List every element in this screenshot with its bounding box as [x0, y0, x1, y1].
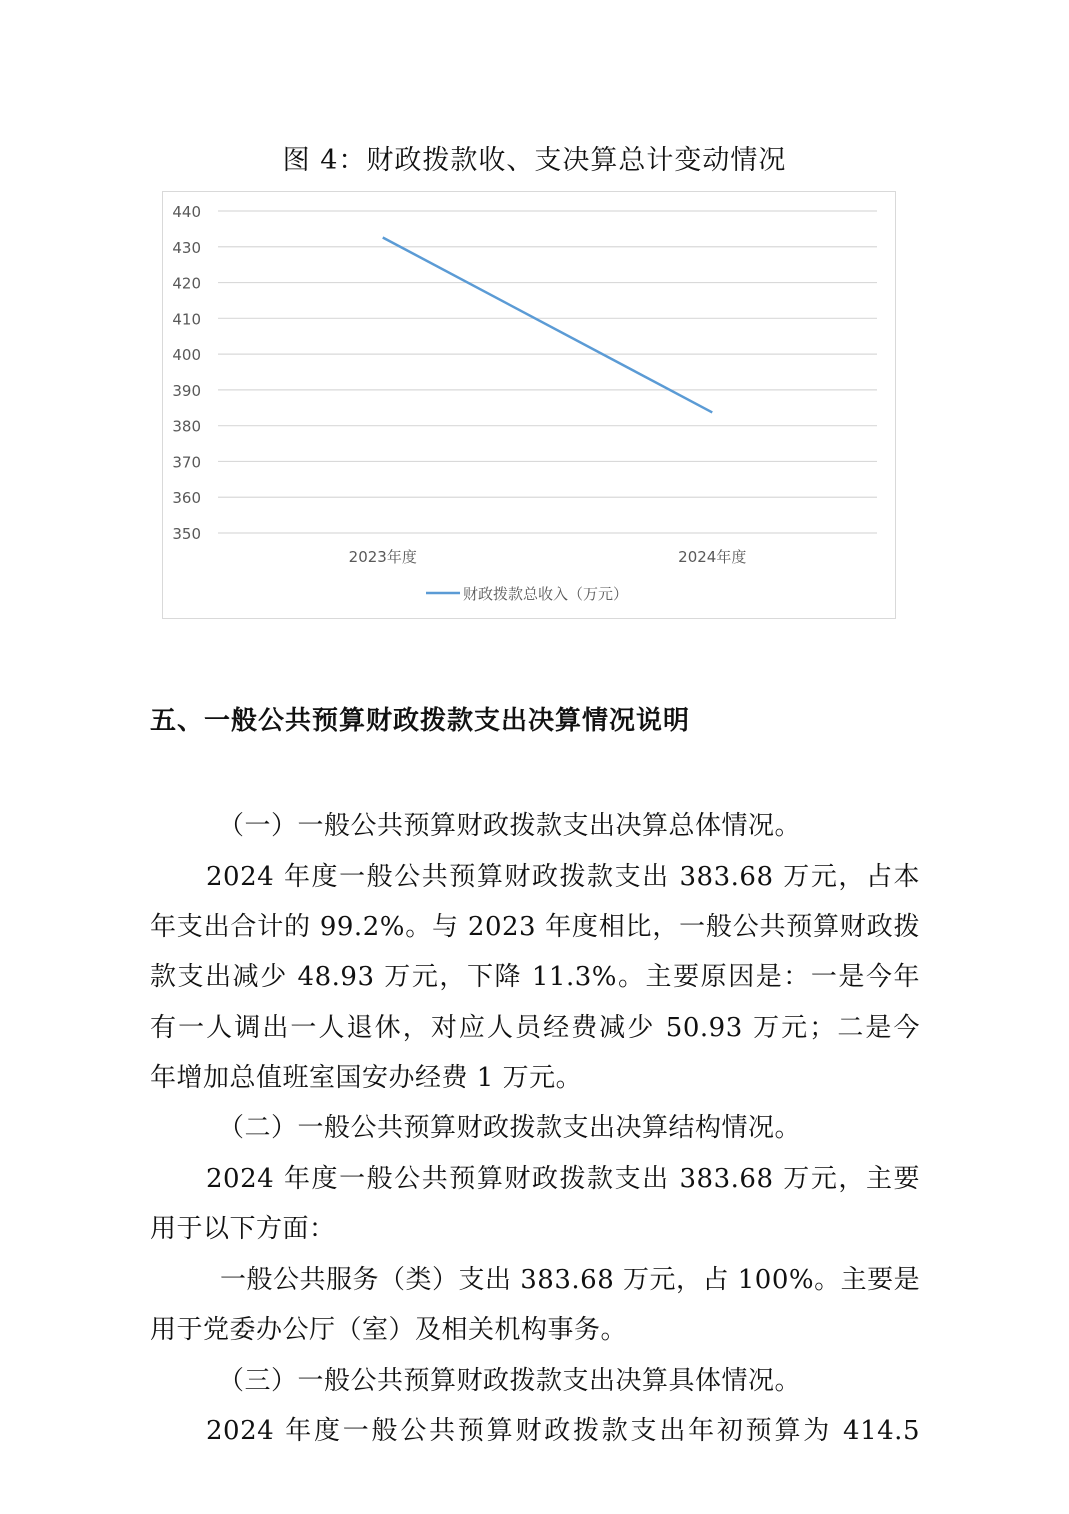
- paragraph-line: 用于以下方面：: [150, 1214, 336, 1244]
- chart-canvas: [163, 192, 897, 620]
- line-chart: [162, 191, 896, 619]
- paragraph-line: 2024 年度一般公共预算财政拨款支出 383.68 万元，主要: [206, 1164, 920, 1194]
- y-tick-label: 400: [172, 346, 201, 365]
- paragraph-line: 2024 年度一般公共预算财政拨款支出 383.68 万元，占本: [206, 862, 920, 892]
- y-tick-label: 360: [172, 489, 201, 508]
- y-tick-label: 430: [172, 238, 201, 257]
- y-tick-label: 390: [172, 381, 201, 400]
- series-line: [383, 237, 713, 412]
- y-tick-label: 410: [172, 310, 201, 329]
- y-tick-label: 440: [172, 203, 201, 221]
- x-tick-label: 2023年度: [348, 548, 417, 566]
- y-tick-label: 370: [172, 453, 201, 472]
- paragraph-line: 用于党委办公厅（室）及相关机构事务。: [150, 1315, 628, 1345]
- paragraph-line: 一般公共服务（类）支出 383.68 万元，占 100%。主要是: [220, 1265, 921, 1295]
- y-tick-label: 350: [172, 525, 201, 543]
- paragraph-line: 年支出合计的 99.2%。与 2023 年度相比，一般公共预算财政拨: [150, 912, 920, 942]
- paragraph-line: （三）一般公共预算财政拨款支出决算具体情况。: [218, 1366, 802, 1396]
- paragraph-line: （二）一般公共预算财政拨款支出决算结构情况。: [218, 1113, 802, 1143]
- paragraph-line: 有一人调出一人退休，对应人员经费减少 50.93 万元；二是今: [150, 1013, 920, 1043]
- paragraph-line: （一）一般公共预算财政拨款支出决算总体情况。: [218, 811, 802, 841]
- x-tick-label: 2024年度: [678, 548, 747, 566]
- paragraph-line: 年增加总值班室国安办经费 1 万元。: [150, 1063, 583, 1093]
- paragraph-line: 2024 年度一般公共预算财政拨款支出年初预算为 414.5: [206, 1416, 920, 1446]
- section-heading: 五、一般公共预算财政拨款支出决算情况说明: [150, 706, 691, 736]
- y-tick-label: 380: [172, 417, 201, 436]
- y-tick-label: 420: [172, 274, 201, 293]
- legend-label: 财政拨款总收入（万元）: [463, 585, 629, 603]
- paragraph-line: 款支出减少 48.93 万元，下降 11.3%。主要原因是：一是今年: [150, 962, 920, 992]
- figure-title: 图 4：财政拨款收、支决算总计变动情况: [282, 145, 787, 176]
